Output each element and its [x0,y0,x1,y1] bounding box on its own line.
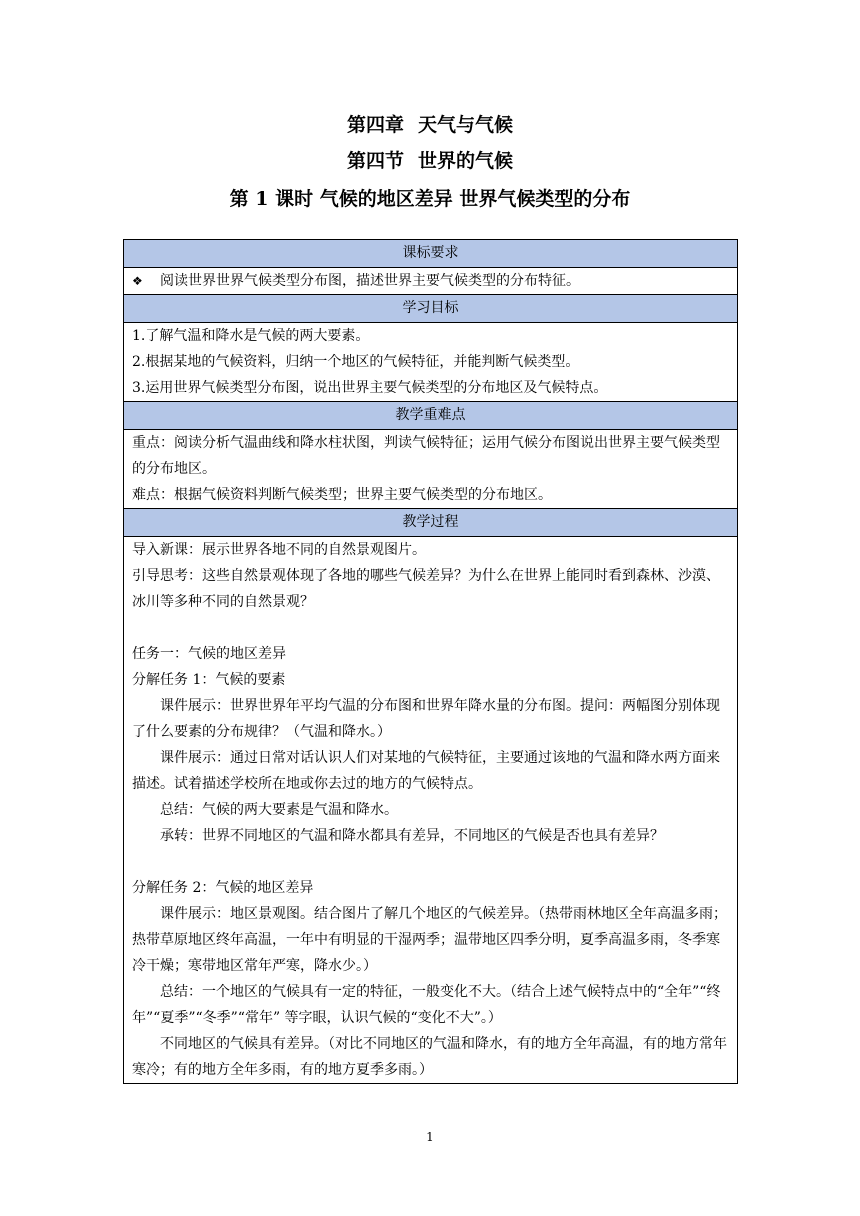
key-point: 重点：阅读分析气温曲线和降水柱状图，判读气候特征；运用气候分布图说出世界主要气候类型的分布地区。 [132,435,720,477]
objective-item: 1.了解气温和降水是气候的两大要素。 [132,328,370,344]
section-number: 第四节 [346,150,404,172]
process-paragraph: 课件展示：世界世界年平均气温的分布图和世界年降水量的分布图。提问：两幅图分别体现了什么要素的分布规律？（气温和降水。） [132,698,720,740]
process-header: 教学过程 [124,509,738,537]
subtask2-heading: 分解任务 2：气候的地区差异 [132,880,314,896]
process-paragraph: 总结：气候的两大要素是气温和降水。 [160,802,398,818]
diamond-bullet-icon: ❖ [132,274,143,288]
intro-text: 导入新课：展示世界各地不同的自然景观图片。 [132,542,426,558]
guide-text: 引导思考：这些自然景观体现了各地的哪些气候差异？为什么在世界上能同时看到森林、沙漠、冰川等多种不同的自然景观？ [132,568,720,610]
title-block [0,112,860,212]
chapter-name: 天气与气候 [418,114,514,136]
task1-heading: 任务一：气候的地区差异 [132,646,286,662]
subtask1-heading: 分解任务 1：气候的要素 [132,672,286,688]
standard-item: 阅读世界世界气候类型分布图，描述世界主要气候类型的分布特征。 [160,273,580,289]
chapter-title [0,112,860,138]
process-paragraph: 课件展示：通过日常对话认识人们对某地的气候特征，主要通过该地的气温和降水两方面来描述。试着描述学校所在地或你去过的地方的气候特点。 [132,750,720,792]
process-paragraph: 不同地区的气候具有差异。（对比不同地区的气温和降水，有的地方全年高温，有的地方常年寒冷；有的地方全年多雨，有的地方夏季多雨。） [132,1036,727,1078]
process-paragraph: 总结：一个地区的气候具有一定的特征，一般变化不大。（结合上述气候特点中的“全年”“终年”“夏季”“冬季”“常年” 等字眼，认识气候的“变化不大”。） [132,984,721,1026]
objective-item: 3.运用世界气候类型分布图，说出世界主要气候类型的分布地区及气候特点。 [132,380,608,396]
lesson-plan-table [123,239,738,1084]
difficulty-point: 难点：根据气候资料判断气候类型；世界主要气候类型的分布地区。 [132,487,552,503]
process-paragraph: 承转：世界不同地区的气温和降水都具有差异，不同地区的气候是否也具有差异？ [160,828,664,844]
standard-cell [124,268,738,295]
section-name: 世界的气候 [418,150,514,172]
process-paragraph: 课件展示：地区景观图。结合图片了解几个地区的气候差异。（热带雨林地区全年高温多雨；热带草原地区终年高温，一年中有明显的干湿两季；温带地区四季分明，夏季高温多雨，冬季寒冷干燥；寒带地区常年严寒，降水少。） [132,906,727,974]
lesson-title: 第 1 课时 气候的地区差异 世界气候类型的分布 [229,188,631,210]
page-number: 1 [426,1130,434,1144]
key-points-header: 教学重难点 [124,402,738,430]
objectives-cell [124,323,738,402]
process-cell [124,537,738,1084]
chapter-number: 第四章 [346,114,404,136]
key-points-cell [124,430,738,509]
standard-header: 课标要求 [124,240,738,268]
objective-item: 2.根据某地的气候资料，归纳一个地区的气候特征，并能判断气候类型。 [132,354,580,370]
section-title [0,148,860,174]
objectives-header: 学习目标 [124,295,738,323]
